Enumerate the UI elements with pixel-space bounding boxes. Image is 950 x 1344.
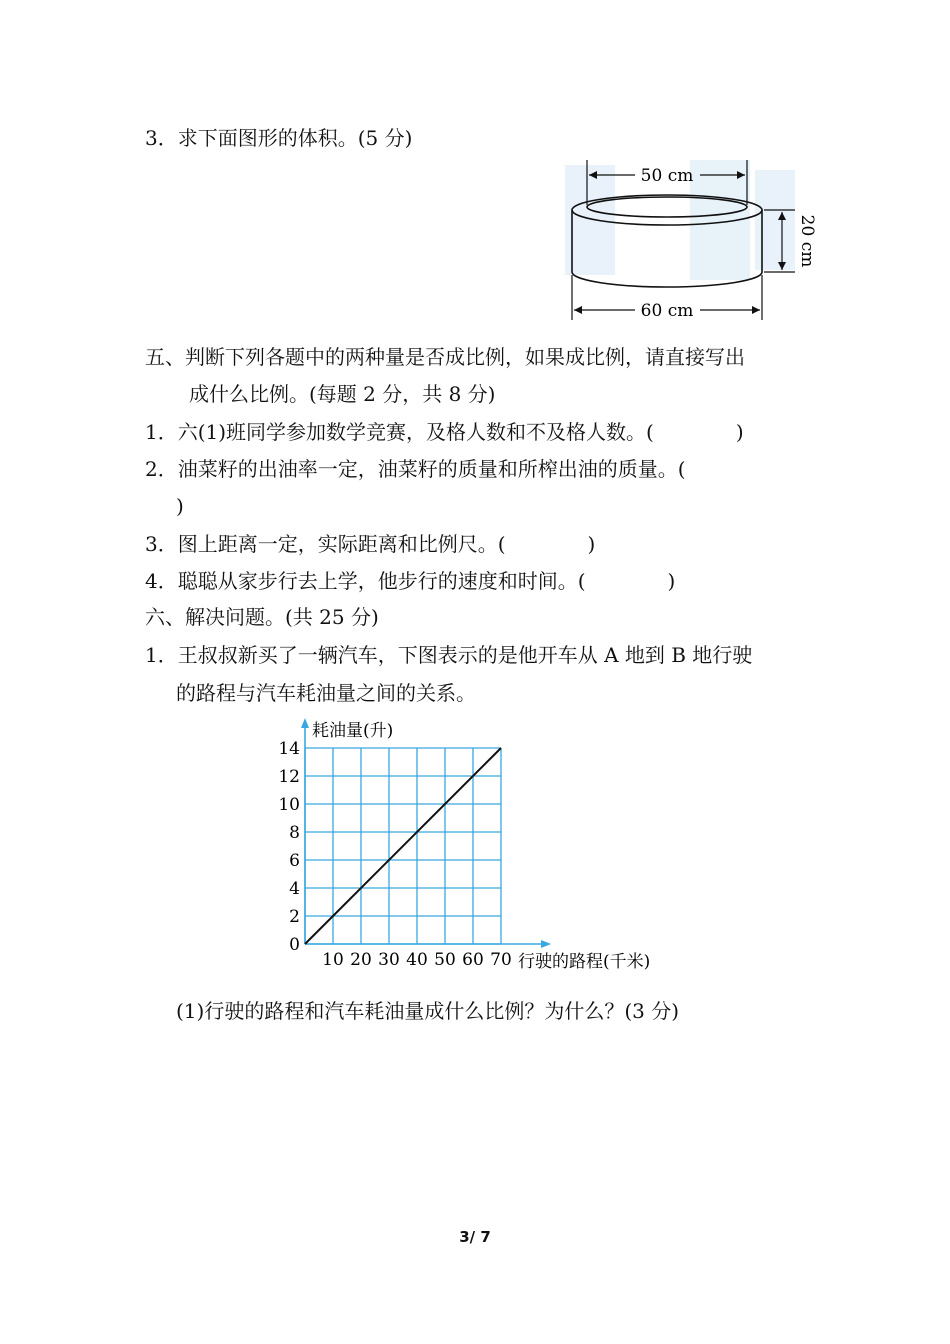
judge-item-3: 3．图上距离一定，实际距离和比例尺。( ) — [145, 532, 596, 556]
x-tick-label: 60 — [462, 950, 484, 970]
y-tick-label: 12 — [278, 767, 300, 787]
y-tick-label: 2 — [289, 907, 300, 927]
ring-figure — [560, 150, 817, 325]
judge-item-2: 2．油菜籽的出油率一定，油菜籽的质量和所榨出油的质量。( — [145, 457, 686, 481]
x-tick-label: 30 — [378, 950, 400, 970]
y-axis-label: 耗油量(升) — [312, 721, 394, 741]
y-tick-label: 10 — [278, 795, 300, 815]
x-tick-label: 20 — [350, 950, 372, 970]
problem-1-text-cont: 的路程与汽车耗油量之间的关系。 — [176, 681, 476, 705]
outer-diameter-label: 60 cm — [640, 301, 694, 321]
y-tick-label: 6 — [289, 851, 300, 871]
y-axis-arrow — [301, 718, 309, 728]
sub-question-1: (1)行驶的路程和汽车耗油量成什么比例？为什么？(3 分) — [176, 999, 680, 1023]
y-tick-label: 8 — [289, 823, 300, 843]
page-number: 3/ 7 — [459, 1228, 491, 1246]
section-6-title: 六、解决问题。(共 25 分) — [145, 605, 379, 629]
x-tick-label: 40 — [406, 950, 428, 970]
judge-item-2-close: ) — [176, 494, 184, 518]
x-axis-arrow — [541, 940, 551, 948]
x-tick-label: 70 — [490, 950, 512, 970]
chart-axes — [301, 718, 551, 948]
problem-1-text: 1．王叔叔新买了一辆汽车，下图表示的是他开车从 A 地到 B 地行驶 — [145, 643, 753, 667]
x-axis-label: 行驶的路程(千米) — [518, 952, 651, 972]
inner-diameter-label: 50 cm — [640, 166, 694, 186]
y-tick-label: 14 — [278, 739, 300, 759]
series-line — [305, 748, 501, 944]
question-3: 3．求下面图形的体积。(5 分) — [145, 126, 413, 150]
height-label: 20 cm — [797, 214, 817, 268]
y-tick-label: 4 — [289, 879, 300, 899]
judge-item-4: 4．聪聪从家步行去上学，他步行的速度和时间。( ) — [145, 569, 676, 593]
x-tick-label: 10 — [322, 950, 344, 970]
section-5-title-cont: 成什么比例。(每题 2 分，共 8 分) — [189, 382, 496, 406]
fuel-chart — [270, 712, 690, 982]
judge-item-1: 1．六(1)班同学参加数学竞赛，及格人数和不及格人数。( ) — [145, 420, 744, 444]
chart-series — [305, 748, 501, 944]
section-5-title: 五、判断下列各题中的两种量是否成比例，如果成比例，请直接写出 — [145, 345, 745, 369]
x-tick-label: 50 — [434, 950, 456, 970]
y-tick-label: 0 — [289, 935, 300, 955]
